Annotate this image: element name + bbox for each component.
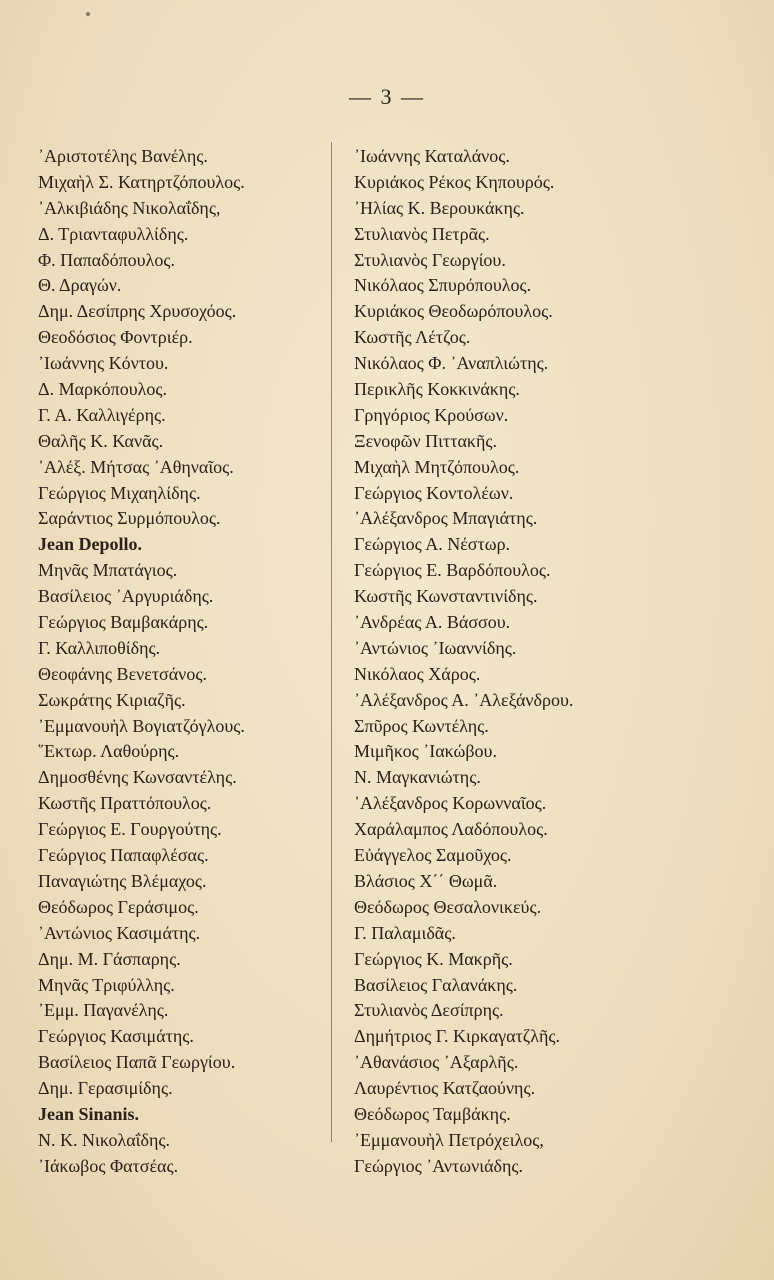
list-item: Δημήτριος Γ. Κιρκαγατζλῆς. — [354, 1026, 560, 1047]
list-item: Γεώργιος Κ. Μακρῆς. — [354, 948, 513, 969]
list-item: Γεώργιος Α. Νέστωρ. — [354, 534, 511, 555]
list-item: Νικόλαος Φ. ᾿Αναπλιώτης. — [354, 353, 549, 374]
list-item: Βασίλειος ᾿Αργυριάδης. — [38, 586, 214, 607]
list-item: Μιχαὴλ Μητζόπουλος. — [354, 456, 520, 477]
list-item: ᾿Αλέξανδρος Μπαγιάτης. — [354, 508, 538, 529]
list-item: Κωστῆς Πραττόπουλος. — [38, 793, 212, 814]
list-item: Γεώργιος Βαμβακάρης. — [38, 612, 209, 633]
list-item: Γεώργιος ᾿Αντωνιάδης. — [354, 1155, 524, 1176]
list-item: ᾿Αλέξ. Μήτσας ᾿Αθηναῖος. — [38, 456, 234, 477]
list-item: Jean Depollo. — [38, 534, 143, 555]
list-item: Θεόδωρος Ταμβάκης. — [354, 1103, 511, 1124]
list-item: Νικόλαος Σπυρόπουλος. — [354, 275, 532, 296]
list-item: Βασίλειος Γαλανάκης. — [354, 974, 518, 995]
list-item: Σπῦρος Κωντέλης. — [354, 715, 489, 736]
list-item: ᾿Αλκιβιάδης Νικολαΐδης, — [38, 197, 221, 218]
list-item: Φ. Παπαδόπουλος. — [38, 249, 175, 270]
list-item: Κωστῆς Κωνσταντινίδης. — [354, 586, 538, 607]
list-item: Βασίλειος Παπᾶ Γεωργίου. — [38, 1052, 236, 1073]
list-item: Θεόδωρος Γεράσιμος. — [38, 896, 199, 917]
list-item: Δημ. Μ. Γάσπαρης. — [38, 948, 181, 969]
list-item: Λαυρέντιος Κατζαούνης. — [354, 1078, 536, 1099]
list-item: Δημ. Γερασιμίδης. — [38, 1078, 173, 1099]
list-item: Γεώργιος Κοντολέων. — [354, 482, 514, 503]
list-item: ᾿Εμμανουὴλ Πετρόχειλος, — [354, 1129, 544, 1150]
list-item: ᾿Ιωάννης Κόντου. — [38, 353, 169, 374]
list-item: Σωκράτης Κιριαζῆς. — [38, 689, 186, 710]
list-item: ᾿Ιωάννης Καταλάνος. — [354, 146, 510, 166]
list-item: Γ. Καλλιποθίδης. — [38, 637, 161, 658]
name-list-right-column — [354, 144, 764, 1180]
list-item: ᾿Αντώνιος Κασιμάτης. — [38, 922, 201, 943]
list-item: ᾿Αλέξανδρος Α. ᾿Αλεξάνδρου. — [354, 689, 574, 710]
list-item: Γ. Παλαμιδᾶς. — [354, 922, 456, 943]
list-item: Θαλῆς Κ. Κανᾶς. — [38, 430, 164, 451]
list-item: ᾿Εμμανουὴλ Βογιατζόγλους. — [38, 715, 245, 736]
list-item: Δ. Τριανταφυλλίδης. — [38, 223, 189, 244]
list-item: Δημοσθένης Κωνσαντέλης. — [38, 767, 237, 788]
list-item: Γεώργιος Ε. Βαρδόπουλος. — [354, 560, 551, 581]
list-item: ᾿Αλέξανδρος Κορωνναῖος. — [354, 793, 547, 814]
list-item: Θεόδωρος Θεσαλονικεύς. — [354, 896, 542, 917]
list-item: ᾿Αριστοτέλης Βανέλης. — [38, 146, 208, 166]
list-item: Κυριάκος Θεοδωρόπουλος. — [354, 301, 553, 322]
list-item: Παναγιώτης Βλέμαχος. — [38, 870, 207, 891]
list-item: Γρηγόριος Κρούσων. — [354, 404, 509, 425]
list-item: Jean Sinanis. — [38, 1103, 140, 1124]
list-item: Στυλιανὸς Δεσίπρης. — [354, 1000, 504, 1021]
list-item: ᾿Αθανάσιος ᾿Αξαρλῆς. — [354, 1052, 519, 1073]
list-item: Μιχαὴλ Σ. Κατηρτζόπουλος. — [38, 171, 245, 192]
list-item: Στυλιανὸς Πετρᾶς. — [354, 223, 490, 244]
list-item: ᾿Ηλίας Κ. Βερουκάκης. — [354, 197, 525, 218]
list-item: Θεοδόσιος Φοντριέρ. — [38, 327, 193, 348]
list-item: Ν. Μαγκανιώτης. — [354, 767, 481, 788]
list-item: ᾿Εμμ. Παγανέλης. — [38, 1000, 169, 1021]
list-item: Χαράλαμπος Λαδόπουλος. — [354, 819, 548, 840]
page-number: — 3 — — [349, 84, 425, 109]
list-item: Δημ. Δεσίπρης Χρυσοχόος. — [38, 301, 237, 322]
name-list-left-column — [38, 144, 328, 1180]
column-divider — [331, 142, 332, 1142]
list-item: Κυριάκος Ρέκος Κηπουρός. — [354, 171, 555, 192]
list-item: Θ. Δραγών. — [38, 275, 122, 296]
list-item: Γεώργιος Κασιμάτης. — [38, 1026, 194, 1047]
ink-speck — [86, 12, 90, 16]
list-item: ῞Εκτωρ. Λαθούρης. — [38, 741, 180, 762]
list-item: Γεώργιος Παπαφλέσας. — [38, 845, 209, 866]
list-item: Γεώργιος Ε. Γουργούτης. — [38, 819, 222, 840]
list-item: Κωστῆς Λέτζος. — [354, 327, 471, 348]
list-item: Δ. Μαρκόπουλος. — [38, 379, 168, 400]
list-item: Μιμῆκος ᾿Ιακώβου. — [354, 741, 497, 762]
list-item: Γεώργιος Μιχαηλίδης. — [38, 482, 201, 503]
list-item: Ν. Κ. Νικολαΐδης. — [38, 1129, 171, 1150]
list-item: Στυλιανὸς Γεωργίου. — [354, 249, 506, 270]
list-item: Εὐάγγελος Σαμοῦχος. — [354, 845, 512, 866]
list-item: ᾿Ανδρέας Α. Βάσσου. — [354, 612, 511, 633]
list-item: Μηνᾶς Τριφύλλης. — [38, 974, 175, 995]
list-item: Σαράντιος Συρμόπουλος. — [38, 508, 221, 529]
list-item: ᾿Αντώνιος ᾿Ιωαννίδης. — [354, 637, 517, 658]
list-item: Θεοφάνης Βενετσάνος. — [38, 663, 207, 684]
list-item: Ξενοφῶν Πιττακῆς. — [354, 430, 497, 451]
list-item: Νικόλαος Χάρος. — [354, 663, 481, 684]
list-item: Βλάσιος Χ΄΄ Θωμᾶ. — [354, 870, 498, 891]
list-item: Περικλῆς Κοκκινάκης. — [354, 379, 520, 400]
list-item: Μηνᾶς Μπατάγιος. — [38, 560, 178, 581]
list-item: ᾿Ιάκωβος Φατσέας. — [38, 1155, 179, 1176]
list-item: Γ. Α. Καλλιγέρης. — [38, 404, 166, 425]
